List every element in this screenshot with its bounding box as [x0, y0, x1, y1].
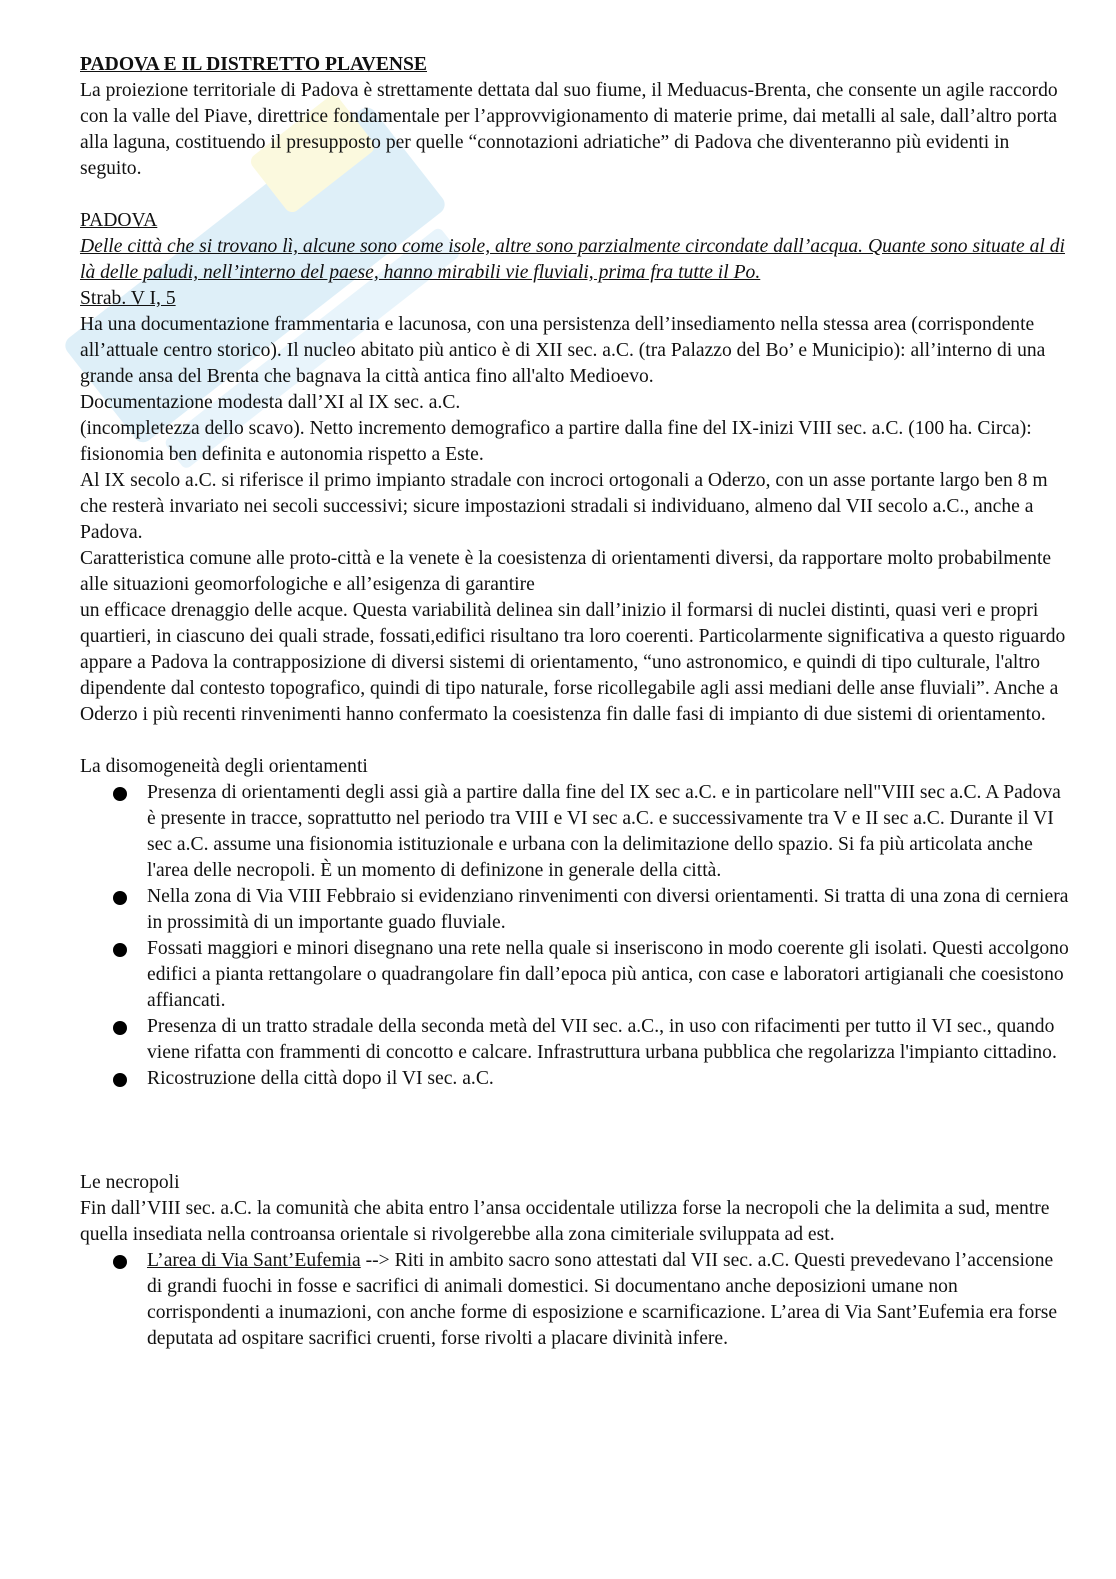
- necropoli-list: [80, 1248, 1070, 1352]
- section-title-padova: PADOVA: [80, 210, 158, 231]
- bullet-icon: [113, 1021, 127, 1035]
- bullet-icon: [113, 943, 127, 957]
- list-item-text: Riti in ambito sacro sono attestati dal VII sec. a.C. Questi prevedevano l’accensione di grandi fuochi in fosse e sacrifici di animali domestici. Si documentano anche deposizioni umane non corrispondenti a inumazioni, con anche forme di esposizione e scarnificazione. L’area di Via Sant’Eufemia era forse deputata ad ospitare sacrifici cruenti, forse rivolti a placare divinità infere.: [147, 1250, 1058, 1349]
- list-item: [147, 884, 1070, 936]
- padova-paragraph-1: Ha una documentazione frammentaria e lacunosa, con una persistenza dell’insediamento nella stessa area (corrispondente all’attuale centro storico). Il nucleo abitato più antico è di XII sec. a.C. (tra Palazzo del Bo’ e Municipio): all’interno di una grande ansa del Brenta che bagnava la città antica fino all'alto Medioevo.: [80, 314, 1046, 387]
- orientamenti-list: [80, 780, 1070, 1092]
- spacer: [80, 1092, 1070, 1170]
- list-item: [147, 1248, 1070, 1352]
- arrow-text: -->: [360, 1250, 395, 1271]
- document-heading: PADOVA E IL DISTRETTO PLAVENSE: [80, 54, 428, 75]
- list-item-text: Nella zona di Via VIII Febbraio si evidenziano rinvenimenti con diversi orientamenti. Si tratta di una zona di cerniera in prossimità di un importante guado fluviale.: [147, 886, 1069, 933]
- list-item: [147, 780, 1070, 884]
- strabo-quote: Delle città che si trovano lì, alcune sono come isole, altre sono parzialmente circondate dall’acqua. Quante sono situate al di là delle paludi, nell’interno del paese, hanno mirabili vie fluviali, prima fra tutte il Po.: [80, 236, 1065, 283]
- necropoli-intro: Fin dall’VIII sec. a.C. la comunità che abita entro l’ansa occidentale utilizza forse la necropoli che la delimita a sud, mentre quella insediata nella controansa orientale si rivolgerebbe alla zona cimiteriale sviluppata ad est.: [80, 1198, 1050, 1245]
- list-item: [147, 936, 1070, 1014]
- list-item-text: Fossati maggiori e minori disegnano una rete nella quale si inseriscono in modo coerente gli isolati. Questi accolgono edifici a pianta rettangolare o quadrangolare fin dall’epoca più antica, con case e laboratori artigianali che coesistono affiancati.: [147, 938, 1069, 1011]
- padova-paragraph-2: Documentazione modesta dall’XI al IX sec. a.C.: [80, 392, 461, 413]
- bullet-icon: [113, 1255, 127, 1269]
- document-body: [80, 52, 1070, 1352]
- list-item: [147, 1014, 1070, 1066]
- bullet-icon: [113, 891, 127, 905]
- list-item-text: Presenza di orientamenti degli assi già a partire dalla fine del IX sec a.C. e in particolare nell"VIII sec a.C. A Padova è presente in tracce, soprattutto nel periodo tra VIII e VI sec a.C. e successivamente tra V e II sec a.C. Durante il VI sec a.C. assume una fisionomia istituzionale e urbana con la delimitazione dello spazio. Si fa più articolata anche l'area delle necropoli. È un momento di definizone in generale della città.: [147, 782, 1061, 881]
- bullet-icon: [113, 1073, 127, 1087]
- quote-citation: Strab. V I, 5: [80, 288, 176, 309]
- list-item-text: Presenza di un tratto stradale della seconda metà del VII sec. a.C., in uso con rifacimenti per tutto il VI sec., quando viene rifatta con frammenti di concotto e calcare. Infrastruttura urbana pubblica che regolarizza l'impianto cittadino.: [147, 1016, 1057, 1063]
- list-item-label: L’area di Via Sant’Eufemia: [147, 1250, 361, 1271]
- padova-paragraph-5a: Caratteristica comune alle proto-città e la venete è la coesistenza di orientamenti diversi, da rapportare molto probabilmente alle situazioni geomorfologiche e all’esigenza di garantire: [80, 548, 1052, 595]
- spacer: [80, 182, 1070, 208]
- list-item-text: Ricostruzione della città dopo il VI sec. a.C.: [147, 1068, 494, 1089]
- section-title-orientamenti: La disomogeneità degli orientamenti: [80, 756, 368, 777]
- spacer: [80, 728, 1070, 754]
- padova-paragraph-3: (incompletezza dello scavo). Netto incremento demografico a partire dalla fine del IX-inizi VIII sec. a.C. (100 ha. Circa): fisionomia ben definita e autonomia rispetto a Este.: [80, 418, 1032, 465]
- section-title-necropoli: Le necropoli: [80, 1172, 180, 1193]
- intro-paragraph: La proiezione territoriale di Padova è strettamente dettata dal suo fiume, il Meduacus-Brenta, che consente un agile raccordo con la valle del Piave, direttrice fondamentale per l’approvvigionamento di materie prime, dai metalli al sale, dall’altro porta alla laguna, costituendo il presupposto per quelle “connotazioni adriatiche” di Padova che diventeranno più evidenti in seguito.: [80, 80, 1058, 179]
- padova-paragraph-5b: un efficace drenaggio delle acque. Questa variabilità delinea sin dall’inizio il formarsi di nuclei distinti, quasi veri e propri quartieri, in ciascuno dei quali strade, fossati,edifici risultano tra loro coerenti. Particolarmente significativa a questo riguardo appare a Padova la contrapposizione di diversi sistemi di orientamento, “uno astronomico, e quindi di tipo culturale, l'altro dipendente dal contesto topografico, quindi di tipo naturale, forse ricollegabile agli assi mediani delle anse fluviali”. Anche a Oderzo i più recenti rinvenimenti hanno confermato la coesistenza fin dalle fasi di impianto di due sistemi di orientamento.: [80, 600, 1066, 725]
- list-item: [147, 1066, 1070, 1092]
- padova-paragraph-4: Al IX secolo a.C. si riferisce il primo impianto stradale con incroci ortogonali a Oderzo, con un asse portante largo ben 8 m che resterà invariato nei secoli successivi; sicure impostazioni stradali si individuano, almeno dal VII secolo a.C., anche a Padova.: [80, 470, 1048, 543]
- bullet-icon: [113, 787, 127, 801]
